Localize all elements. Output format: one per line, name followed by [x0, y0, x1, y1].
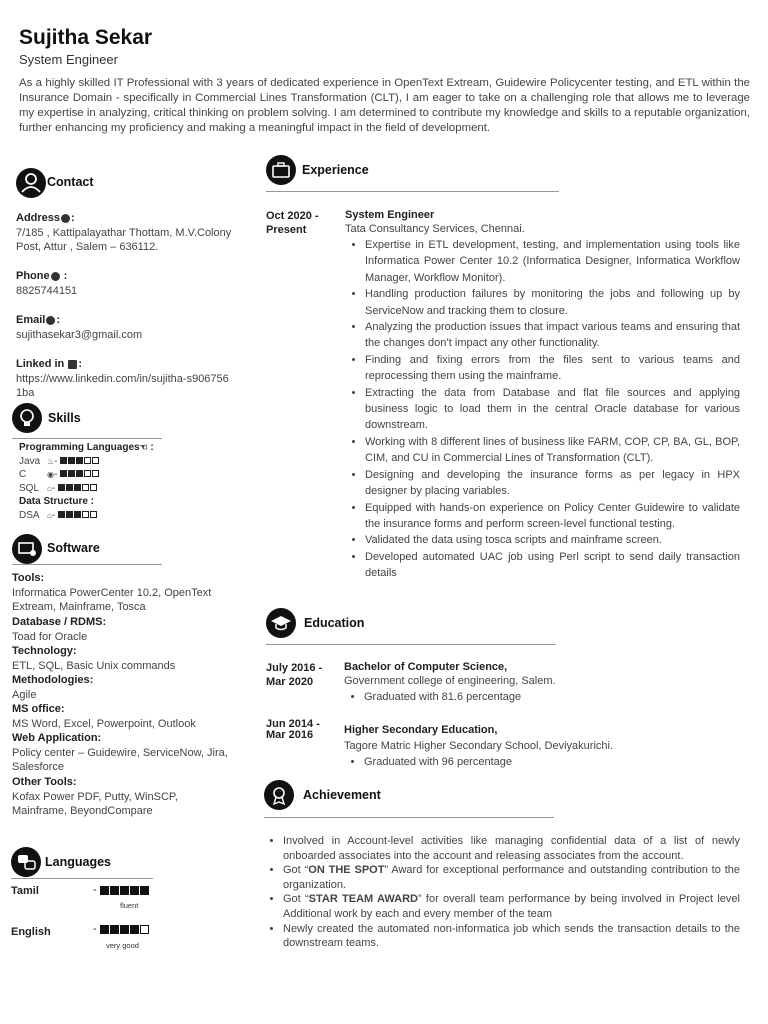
list-item: • Involved in Account-level activities like managing confidential data of a list of newly onboarded associates into the account and releasing associates from the account.: [283, 834, 740, 863]
software-tech-value: ETL, SQL, Basic Unix commands: [12, 660, 176, 672]
linkedin-icon: [68, 360, 77, 369]
skill-level-bar: [60, 456, 100, 467]
software-heading: Software: [47, 541, 100, 555]
database-icon: ⌂: [47, 484, 52, 494]
linkedin-value[interactable]: https://www.linkedin.com/in/sujitha-s9067561ba: [16, 373, 229, 400]
candidate-role: System Engineer: [19, 52, 118, 67]
software-db-label: Database / RDMS:: [12, 616, 107, 628]
phone-label: Phone :: [16, 270, 68, 282]
experience-divider: [266, 191, 559, 192]
list-item: • Finding and fixing errors from the files sent to various teams and reprocessing them using the mainframe.: [365, 352, 740, 385]
english-level-text: very good: [106, 941, 139, 950]
candidate-name: Sujitha Sekar: [19, 26, 153, 49]
c-icon: ◉: [47, 470, 54, 480]
experience-bullets: [348, 237, 740, 582]
list-item: • Validated the data using tosca scripts and mainframe screen.: [365, 532, 740, 548]
software-tools-label: Tools:: [12, 572, 45, 584]
company-name: Tata Consultancy Services, Chennai.: [345, 223, 525, 235]
software-other-value: Kofax Power PDF, Putty, WinSCP, Mainframe, BeyondCompare: [12, 791, 178, 818]
education-date: July 2016 - Mar 2020: [266, 662, 323, 688]
address-value: 7/185 , Kattipalayathar Thottam, M.V.Colony Post, Attur , Salem – 636112.: [16, 227, 232, 254]
software-icon: [12, 534, 42, 564]
briefcase-icon: [266, 155, 296, 185]
experience-heading: Experience: [302, 163, 369, 177]
tamil-level-bar: -: [93, 884, 150, 896]
list-item: • Graduated with 96 percentage: [364, 754, 727, 770]
linkedin-label: Linked in :: [16, 358, 83, 370]
list-item: • Expertise in ETL development, testing, and implementation using tools like Informatica Power Center 10.2 (Informatica Designer, Informatica Workflow Manager, Workflow Monitor).: [365, 237, 740, 286]
software-msoffice-value: MS Word, Excel, Powerpoint, Outlook: [12, 718, 196, 730]
graduation-cap-icon: [266, 608, 296, 638]
experience-date: Oct 2020 - Present: [266, 210, 319, 236]
education-heading: Education: [304, 616, 365, 630]
tree-icon: ⌂: [47, 511, 52, 521]
degree-title: Higher Secondary Education,: [344, 724, 498, 736]
code-icon: ☜: [139, 442, 148, 452]
phone-value: 8825744151: [16, 285, 78, 297]
software-method-label: Methodologies:: [12, 674, 94, 686]
list-item: • Analyzing the production issues that impact various teams and ensuring that the changes don’t impact any other functionality.: [365, 319, 740, 352]
language-tamil: Tamil: [11, 885, 39, 897]
tamil-level-text: fluent: [120, 901, 139, 910]
software-divider: [12, 564, 162, 565]
achievement-bullets: [266, 834, 740, 951]
degree-title: Bachelor of Computer Science,: [344, 661, 508, 673]
email-label: Email :: [16, 314, 61, 326]
prog-lang-label: Programming Languages☜ :: [19, 442, 154, 453]
list-item: • Equipped with hands-on experience on Policy Center Guidewire to validate the insurance forms and perform screen-level functional testing.: [365, 500, 740, 533]
list-item: • Got “ON THE SPOT” Award for exceptional performance and outstanding contribution to the organization.: [283, 863, 740, 892]
list-item: • Extracting the data from Database and flat file sources and applying business logic to load them in the central Oracle database for various downstream.: [365, 385, 740, 434]
education-divider: [266, 644, 556, 645]
address-label: Address :: [16, 212, 75, 224]
location-icon: [61, 214, 70, 223]
skill-c: C ◉-: [19, 469, 100, 480]
list-item: • Designing and developing the insurance forms as per legacy in HPX designer by placing variables.: [365, 467, 740, 500]
languages-heading: Languages: [45, 855, 111, 869]
list-item: • Graduated with 81.6 percentage: [364, 689, 727, 705]
list-item: • Newly created the automated non-informatica job which sends the transaction details to the downstream teams.: [283, 922, 740, 951]
profile-summary: As a highly skilled IT Professional with 3 years of dedicated experience in OpenText Extream, Guidewire Policycenter testing, and ETL within the Insurance Domain - specifically in Commercial Lines Transformation (CLT), I am eager to take on a challenging role that allows me to leverage my expertise in analyzing, critical thinking on problem solving. I am determined to contribute my knowledge and skills to a reputable organization, further enhancing my proficiency and making a meaningful impact in the field of development.: [19, 77, 750, 134]
email-icon: [46, 316, 55, 325]
contact-heading: Contact: [47, 175, 94, 189]
award-icon: [264, 780, 294, 810]
software-webapp-label: Web Application:: [12, 732, 102, 744]
skill-java: Java ♨-: [19, 456, 100, 467]
education-details: [347, 689, 727, 705]
email-value[interactable]: sujithasekar3@gmail.com: [16, 329, 143, 341]
skill-level-bar: [60, 469, 100, 480]
language-english: English: [11, 926, 51, 938]
data-structure-label: Data Structure :: [19, 496, 95, 507]
school-name: Tagore Matric Higher Secondary School, Deviyakurichi.: [344, 740, 614, 752]
skill-level-bar: [58, 483, 98, 494]
software-db-value: Toad for Oracle: [12, 631, 88, 643]
list-item: • Handling production failures by monitoring the jobs and following up by ServiceNow and tracking them to closure.: [365, 286, 740, 319]
software-msoffice-label: MS office:: [12, 703, 65, 715]
lightbulb-icon: [12, 403, 42, 433]
software-tools-value: Informatica PowerCenter 10.2, OpenText Extream, Mainframe, Tosca: [12, 587, 212, 614]
education-date: Jun 2014 - Mar 2016: [266, 718, 320, 741]
job-title: System Engineer: [345, 209, 435, 221]
achievement-divider: [264, 817, 554, 818]
phone-icon: [51, 272, 60, 281]
skill-level-bar: [58, 510, 98, 521]
java-icon: ♨: [47, 457, 55, 467]
english-level-bar: -: [93, 923, 150, 935]
list-item: • Working with 8 different lines of business like FARM, COP, CP, BA, GL, BOP, CIM, and CU in Commercial Lines of Transformation (CLT).: [365, 434, 740, 467]
achievement-heading: Achievement: [303, 788, 381, 802]
skill-sql: SQL ⌂-: [19, 483, 98, 494]
person-icon: [16, 168, 46, 198]
languages-divider: [11, 878, 153, 879]
school-name: Government college of engineering, Salem.: [344, 675, 556, 687]
software-webapp-value: Policy center – Guidewire, ServiceNow, Jira, Salesforce: [12, 747, 228, 774]
language-icon: [11, 847, 41, 877]
skills-divider: [12, 438, 162, 439]
software-other-label: Other Tools:: [12, 776, 77, 788]
skill-dsa: DSA ⌂-: [19, 510, 98, 521]
education-details: [347, 754, 727, 770]
software-method-value: Agile: [12, 689, 37, 701]
list-item: • Got “STAR TEAM AWARD” for overall team performance by being involved in Project level Additional work by each and every member of the team: [283, 892, 740, 921]
skills-heading: Skills: [48, 411, 81, 425]
software-tech-label: Technology:: [12, 645, 77, 657]
list-item: • Developed automated UAC job using Perl script to send daily transaction details: [365, 549, 740, 582]
